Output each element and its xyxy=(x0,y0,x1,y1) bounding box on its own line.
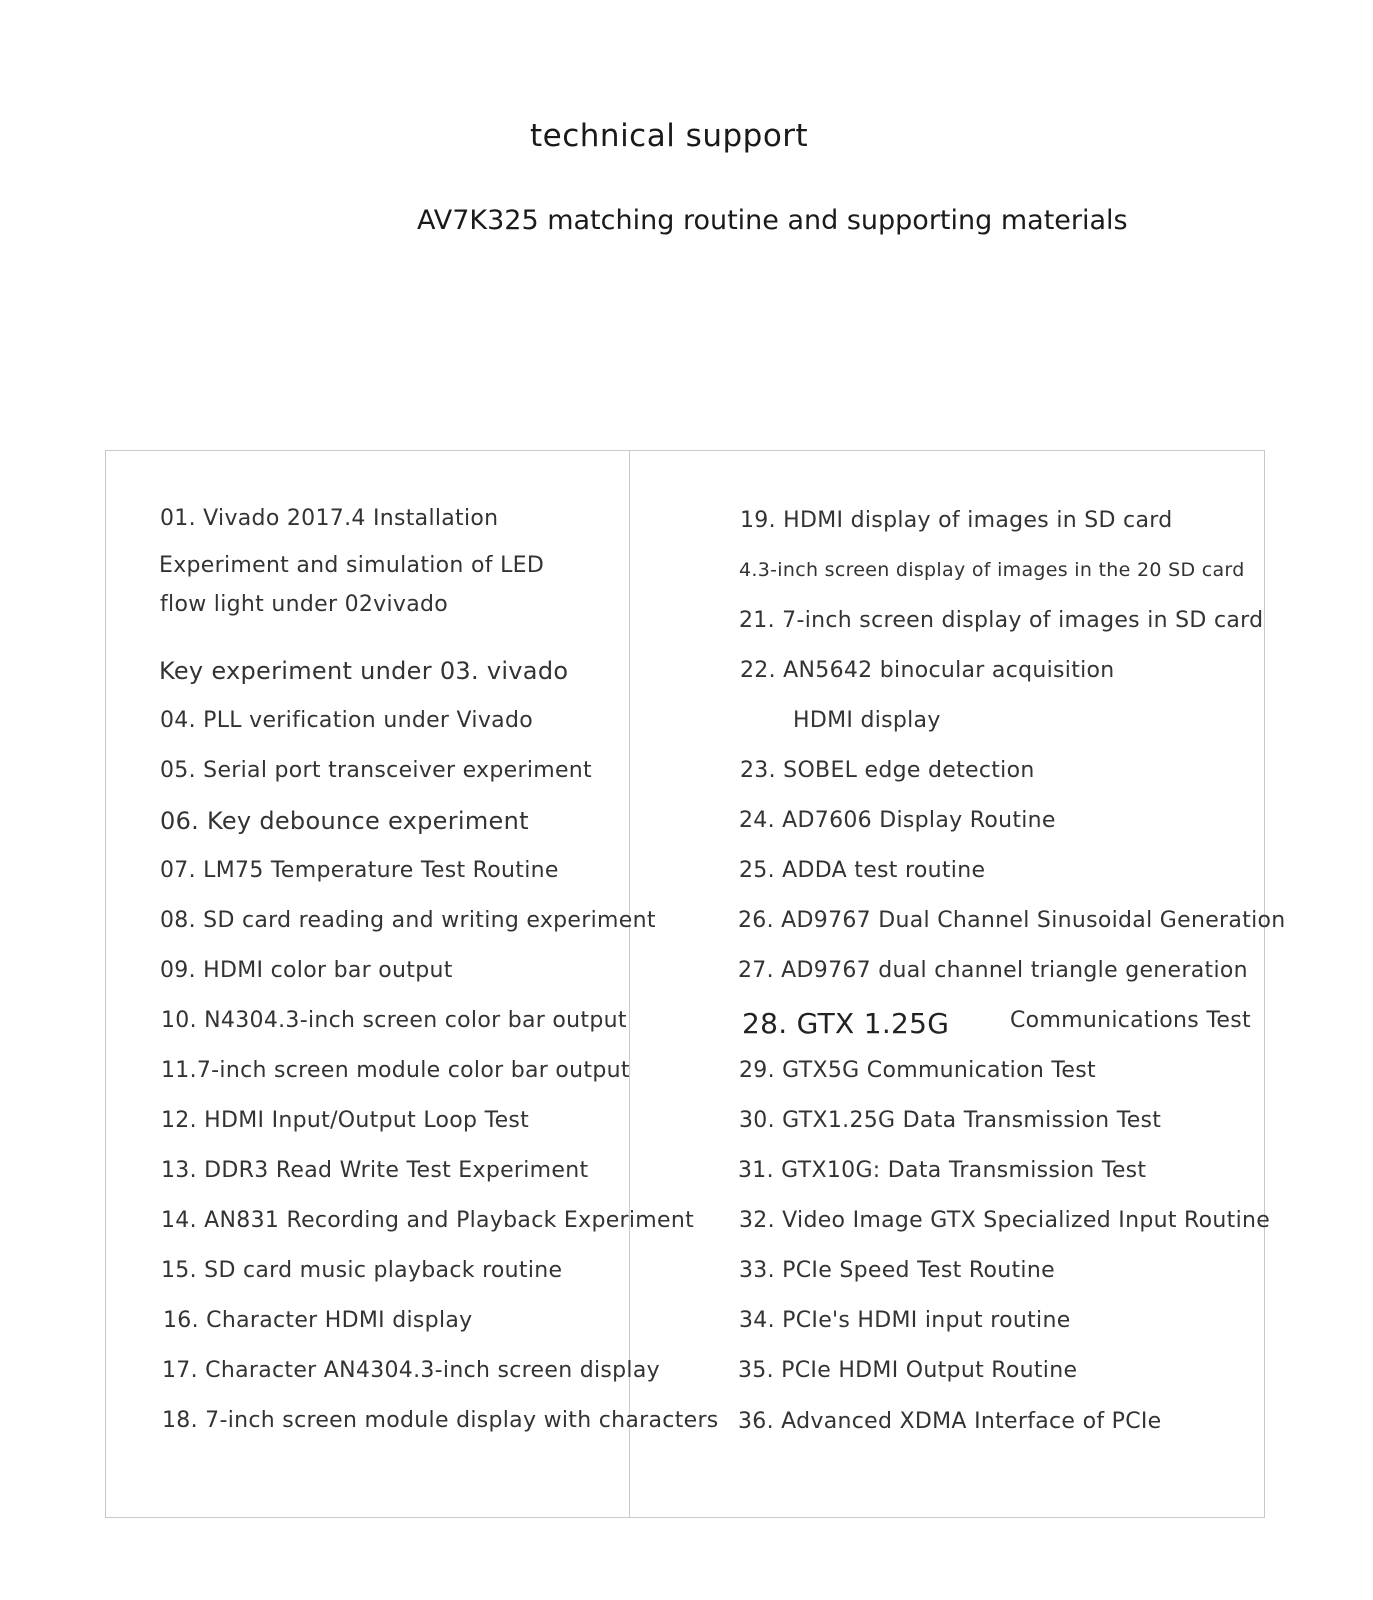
list-item-right-21: 21. 7-inch screen display of images in SD card xyxy=(739,608,1264,633)
list-item-right-28b: Communications Test xyxy=(1010,1008,1251,1033)
page-subtitle: AV7K325 matching routine and supporting materials xyxy=(417,205,1128,236)
list-item-right-23: 23. SOBEL edge detection xyxy=(740,758,1035,783)
list-item-right-36: 36. Advanced XDMA Interface of PCIe xyxy=(738,1409,1162,1434)
list-item-left-11: 11.7-inch screen module color bar output xyxy=(161,1058,630,1083)
list-item-right-26: 26. AD9767 Dual Channel Sinusoidal Generation xyxy=(738,908,1286,933)
list-item-left-13: 13. DDR3 Read Write Test Experiment xyxy=(161,1158,589,1183)
list-item-left-14: 14. AN831 Recording and Playback Experiment xyxy=(161,1208,695,1233)
list-item-right-20: 4.3-inch screen display of images in the 20 SD card xyxy=(739,559,1245,581)
list-item-right-35: 35. PCIe HDMI Output Routine xyxy=(738,1358,1078,1383)
list-item-left-18: 18. 7-inch screen module display with characters xyxy=(162,1408,719,1433)
list-item-left-17: 17. Character AN4304.3-inch screen display xyxy=(162,1358,660,1383)
list-item-left-05: 05. Serial port transceiver experiment xyxy=(160,758,592,783)
list-item-right-34: 34. PCIe's HDMI input routine xyxy=(739,1308,1071,1333)
list-item-right-25: 25. ADDA test routine xyxy=(739,858,986,883)
list-item-left-12: 12. HDMI Input/Output Loop Test xyxy=(161,1108,530,1133)
list-item-right-32: 32. Video Image GTX Specialized Input Routine xyxy=(739,1208,1271,1233)
list-item-right-27: 27. AD9767 dual channel triangle generation xyxy=(738,958,1248,983)
list-item-left-09: 09. HDMI color bar output xyxy=(160,958,453,983)
list-item-right-22b: HDMI display xyxy=(793,708,941,733)
list-item-left-10: 10. N4304.3-inch screen color bar output xyxy=(161,1008,627,1033)
list-item-right-33: 33. PCIe Speed Test Routine xyxy=(739,1258,1055,1283)
list-item-left-02b: flow light under 02vivado xyxy=(160,592,449,617)
list-item-left-15: 15. SD card music playback routine xyxy=(161,1258,563,1283)
list-item-right-29: 29. GTX5G Communication Test xyxy=(739,1058,1096,1083)
list-item-right-24: 24. AD7606 Display Routine xyxy=(739,808,1056,833)
list-item-left-04: 04. PLL verification under Vivado xyxy=(160,708,533,733)
page-title: technical support xyxy=(530,118,809,154)
list-item-left-16: 16. Character HDMI display xyxy=(163,1308,473,1333)
list-item-left-08: 08. SD card reading and writing experiment xyxy=(160,908,656,933)
list-item-right-19: 19. HDMI display of images in SD card xyxy=(740,508,1173,533)
list-item-left-01: 01. Vivado 2017.4 Installation xyxy=(160,506,499,531)
list-item-left-06: 06. Key debounce experiment xyxy=(160,807,529,835)
list-item-left-02a: Experiment and simulation of LED xyxy=(159,553,545,578)
list-item-right-22a: 22. AN5642 binocular acquisition xyxy=(740,658,1115,683)
list-item-right-31: 31. GTX10G: Data Transmission Test xyxy=(738,1158,1147,1183)
list-item-right-30: 30. GTX1.25G Data Transmission Test xyxy=(739,1108,1162,1133)
list-item-left-03: Key experiment under 03. vivado xyxy=(159,657,569,685)
list-item-left-07: 07. LM75 Temperature Test Routine xyxy=(160,858,559,883)
list-item-right-28a: 28. GTX 1.25G xyxy=(742,1007,950,1040)
